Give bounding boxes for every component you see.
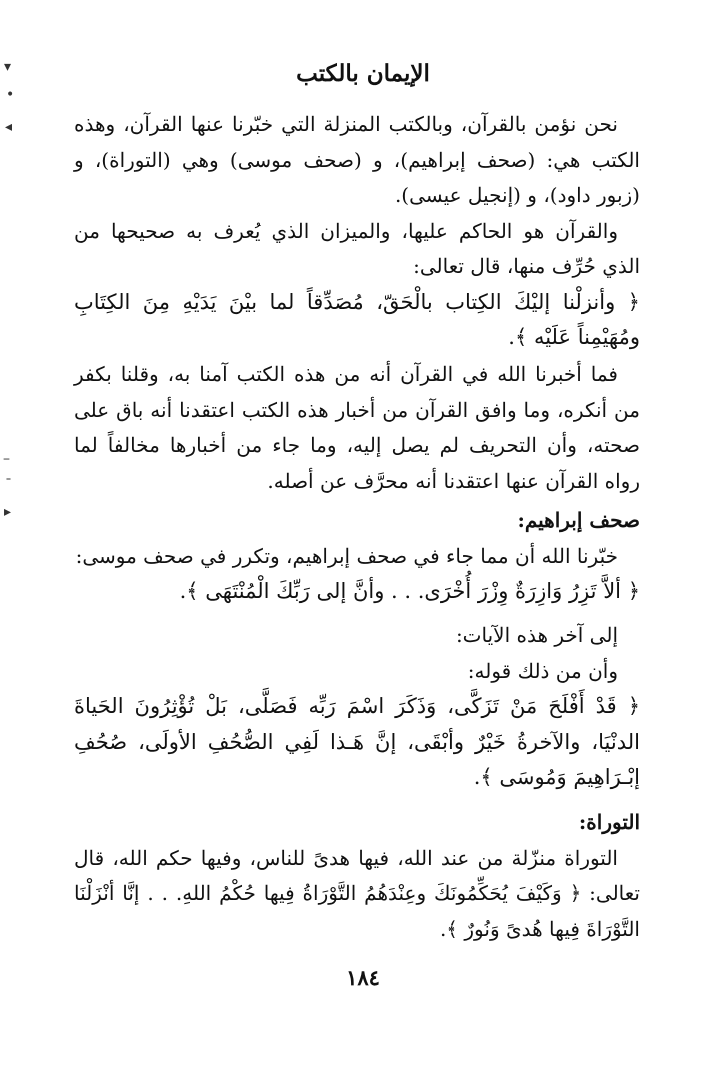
page-number: ١٨٤ bbox=[346, 965, 380, 990]
abraham-intro: خبّرنا الله أن مما جاء في صحف إبراهيم، وتكرر في صحف موسى: bbox=[75, 543, 618, 568]
margin-mark: ◂ bbox=[5, 119, 13, 135]
quran-verse-1: ﴿ وأنزلْنا إليْكَ الكِتاب بالْحَقّ، مُصَدِّقاً لما بيْنَ يَدَيْهِ مِنَ الكِتَابِ ومُهَيْمِناً عَلَيْه ﴾. bbox=[74, 289, 640, 349]
margin-mark: • bbox=[6, 87, 15, 103]
section-torah bbox=[74, 805, 640, 947]
section-intro bbox=[74, 107, 640, 356]
page-title: الإيمان بالكتب bbox=[296, 60, 430, 87]
abraham-heading: صحف إبراهيم: bbox=[517, 508, 640, 532]
quran-verse-3: ﴿ قَدْ أَفْلَحَ مَنْ تَزَكَّى، وَذَكَرَ اسْمَ رَبِّه فَصَلَّى، بَلْ تُؤْثِرُونَ الحَياةَ الدنْيَا، والآخرةُ خَيْرٌ وأبْقَى، إنَّ هَـذا لَفِي الصُّحُفِ الأولَى، صُحُفِ إبْـرَاهِيمَ وَمُوسَى ﴾. bbox=[74, 694, 640, 789]
margin-mark: ▸ bbox=[4, 504, 12, 520]
section-abraham-continued bbox=[74, 618, 640, 796]
section-abraham bbox=[74, 503, 640, 610]
torah-heading: التوراة: bbox=[578, 810, 640, 834]
to-end-line: إلى آخر هذه الآيات: bbox=[455, 623, 618, 647]
rule-paragraph: فما أخبرنا الله في القرآن أنه من هذه الكتب آمنا به، وقلنا بكفر من أنكره، وما وافق القرآن من أخبار هذه الكتب اعتقدنا أنه باق على صحته، وأن التحريف لم يصل إليه، وما جاء من أخبارها مخالفاً لما رواه القرآن عنها اعتقدنا أنه محرَّف عن أصله. bbox=[74, 362, 640, 493]
quran-verse-2: ﴿ ألاَّ تَزِرُ وَازِرَةٌ وِزْرَ أُخْرَى. . . وأنَّ إلى رَبِّكَ الْمُنْتَهَى ﴾. bbox=[179, 579, 640, 603]
margin-mark: ˉ bbox=[5, 477, 12, 493]
and-from-line: وأن من ذلك قوله: bbox=[467, 658, 618, 683]
section-rule bbox=[74, 357, 640, 499]
judge-paragraph: والقرآن هو الحاكم عليها، والميزان الذي يُعرف به صحيحها من الذي حُرِّف منها، قال تعالى: bbox=[74, 218, 640, 278]
torah-paragraph: التوراة منزّلة من عند الله، فيها هدىً للناس، وفيها حكم الله، قال تعالى: ﴿ وَكَيْفَ يُحَكِّمُونَكَ وعِنْدَهُمُ التَّوْرَاةُ فِيها حُكْمُ اللهِ. . . إنَّا أنْزَلْنَا التَّوْرَاةَ فِيها هُدىً وَنُورٌ ﴾. bbox=[74, 845, 640, 941]
margin-mark: ▾ bbox=[4, 59, 12, 75]
intro-paragraph: نحن نؤمن بالقرآن، وبالكتب المنزلة التي خبّرنا عنها القرآن، وهذه الكتب هي: (صحف إبراهيم)، و (صحف موسى) وهي (التوراة)، و (زبور داود)، و (إنجيل عيسى). bbox=[74, 112, 640, 207]
margin-mark: – bbox=[3, 451, 10, 467]
